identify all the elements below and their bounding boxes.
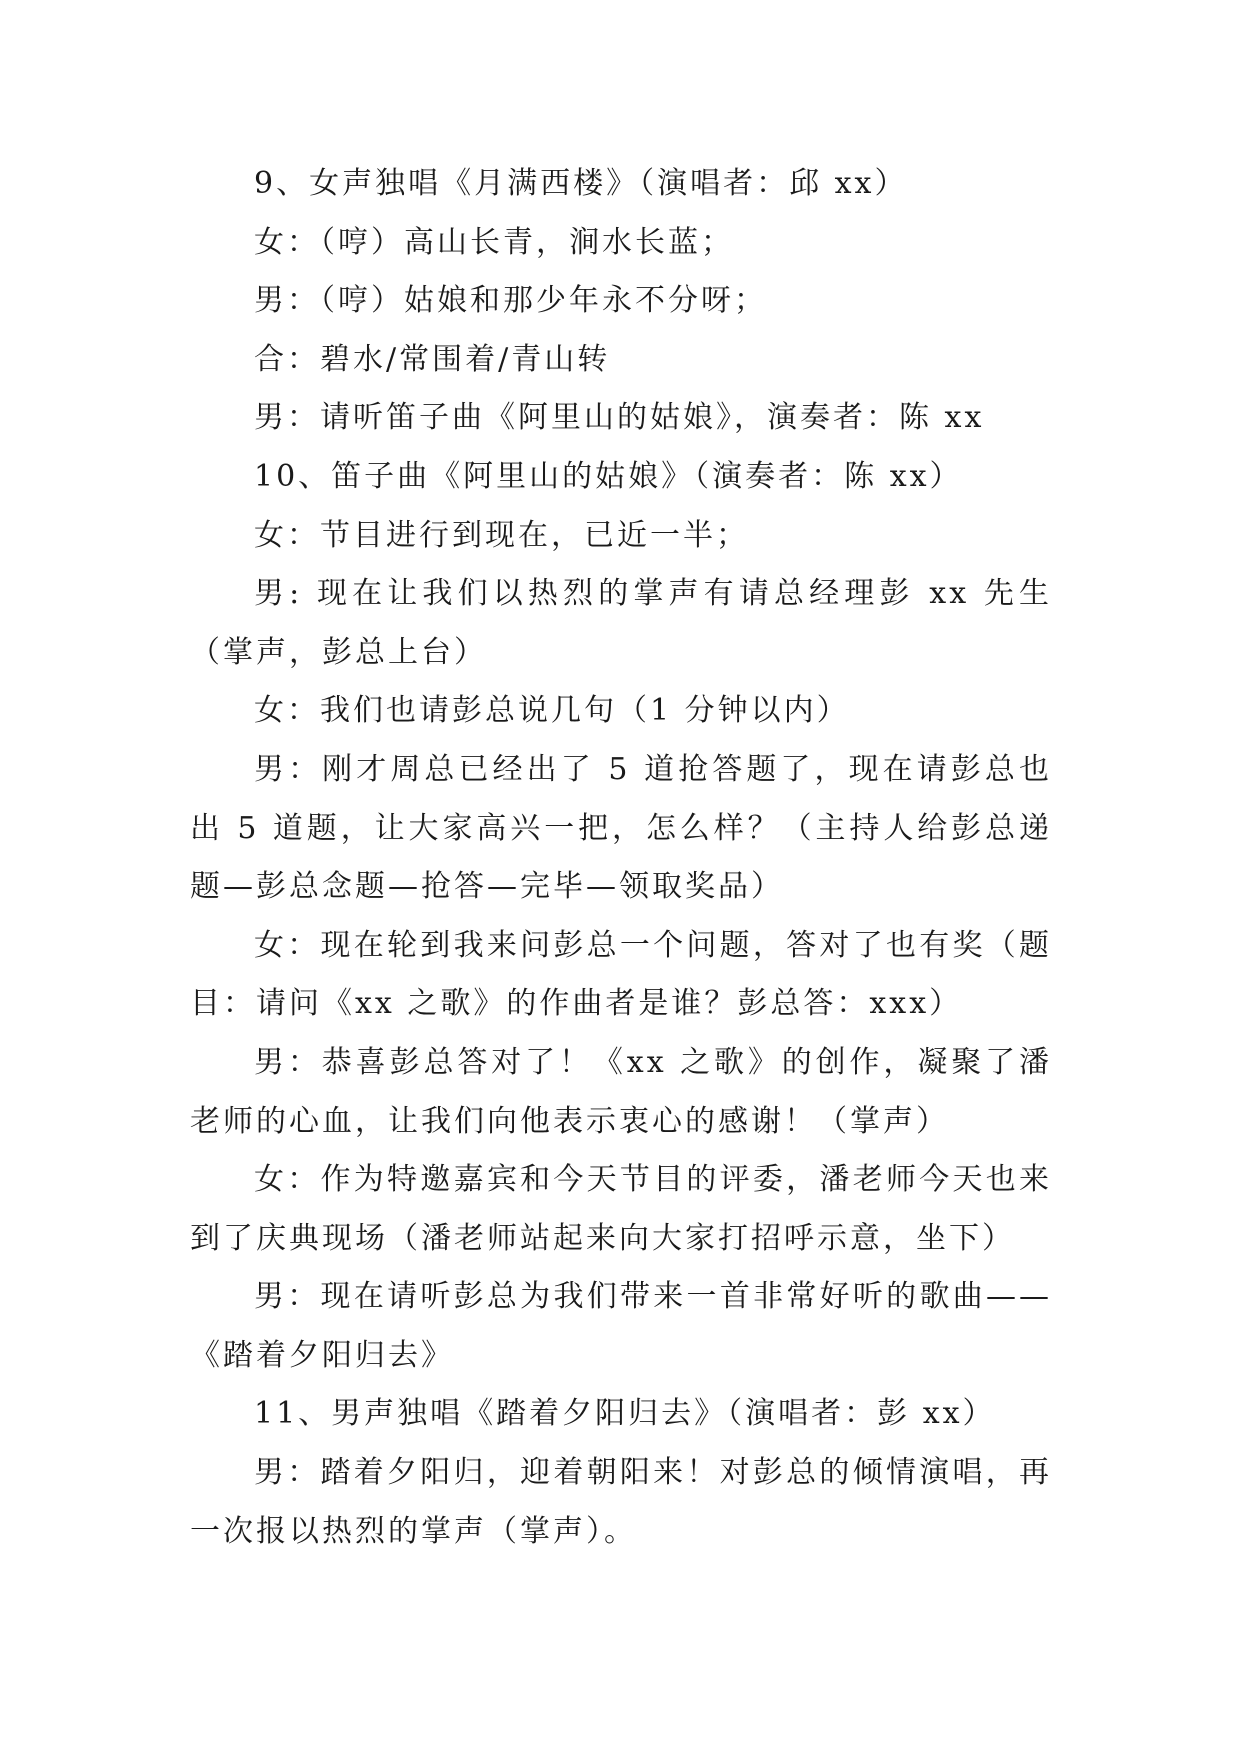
document-body: [190, 155, 1052, 1561]
paragraph: 女：作为特邀嘉宾和今天节目的评委，潘老师今天也来到了庆典现场（潘老师站起来向大家打招呼示意，坐下）: [190, 1162, 1052, 1256]
paragraph: 男：刚才周总已经出了 5 道抢答题了，现在请彭总也出 5 道题，让大家高兴一把，怎么样？（主持人给彭总递题—彭总念题—抢答—完毕—领取奖品）: [190, 751, 1052, 905]
paragraph: 11、男声独唱《踏着夕阳归去》（演唱者：彭 xx）: [254, 1396, 996, 1432]
paragraph: 9、女声独唱《月满西楼》（演唱者：邱 xx）: [254, 166, 908, 201]
paragraph: 10、笛子曲《阿里山的姑娘》（演奏者：陈 xx）: [254, 458, 963, 494]
paragraph: 女：现在轮到我来问彭总一个问题，答对了也有奖（题目：请问《xx 之歌》的作曲者是谁？彭总答：xxx）: [190, 927, 1052, 1022]
paragraph: 男: 现在让我们以热烈的掌声有请总经理彭 xx 先生（掌声，彭总上台）: [190, 576, 1052, 670]
paragraph: 男：现在请听彭总为我们带来一首非常好听的歌曲——《踏着夕阳归去》: [190, 1279, 1052, 1373]
paragraph: 男：踏着夕阳归，迎着朝阳来！对彭总的倾情演唱，再一次报以热烈的掌声（掌声）。: [190, 1455, 1052, 1549]
paragraph: 合：碧水/常围着/青山转: [254, 341, 611, 377]
paragraph: 男：请听笛子曲《阿里山的姑娘》，演奏者：陈 xx: [254, 400, 985, 436]
paragraph: 男：（哼）姑娘和那少年永不分呀；: [254, 283, 767, 319]
paragraph: 女：节目进行到现在，已近一半；: [254, 517, 749, 553]
paragraph: 女：（哼）高山长青，涧水长蓝；: [254, 224, 734, 260]
paragraph: 男：恭喜彭总答对了！《xx 之歌》的创作，凝聚了潘老师的心血，让我们向他表示衷心的感谢！（掌声）: [190, 1044, 1052, 1139]
paragraph: 女：我们也请彭总说几句（1 分钟以内）: [254, 693, 850, 729]
